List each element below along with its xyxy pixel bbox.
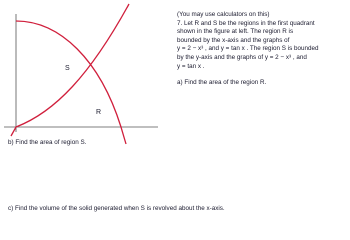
problem-line-5: by the y-axis and the graphs of y = 2 − x³ , and xyxy=(177,53,307,61)
problem-line-3: bounded by the x-axis and the graphs of xyxy=(177,36,290,44)
region-r-label: R xyxy=(96,109,102,116)
problem-line-6: y = tan x . xyxy=(177,62,205,70)
curve-tan-x xyxy=(11,4,129,136)
part-a-question: a) Find the area of the region R. xyxy=(177,79,267,87)
part-b-question: b) Find the area of region S. xyxy=(8,139,87,146)
problem-line-2: shown in the figure at left. The region R is xyxy=(177,28,294,36)
part-c-question: c) Find the volume of the solid generated when S is revolved about the x-axis. xyxy=(8,205,225,212)
problem-statement xyxy=(177,11,347,88)
region-s-label: S xyxy=(65,65,70,72)
calculator-note: (You may use calculators on this) xyxy=(177,11,270,18)
problem-line-1: 7. Let R and S be the regions in the first quadrant xyxy=(177,19,315,27)
problem-line-4: y = 2 − x³ , and y = tan x . The region S is bounded xyxy=(177,45,319,53)
curve-2-minus-x-cubed xyxy=(16,21,126,144)
